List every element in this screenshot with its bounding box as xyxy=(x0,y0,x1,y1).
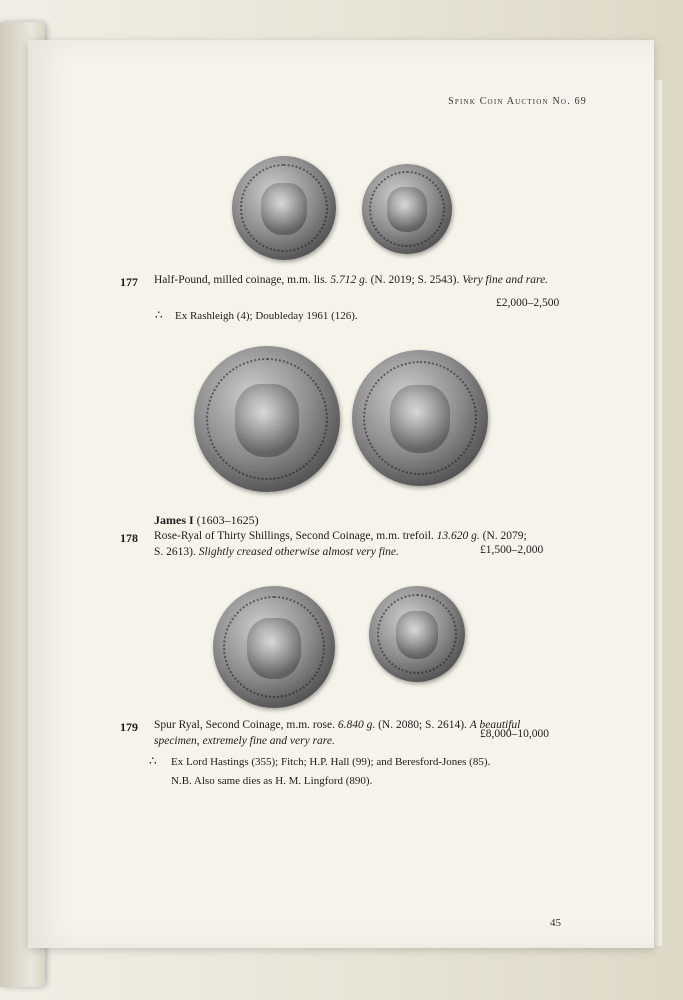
lot-179-note: N.B. Also same dies as H. M. Lingford (890). xyxy=(171,775,373,787)
coin-177-obverse xyxy=(232,156,336,260)
lot-179-provenance: Ex Lord Hastings (355); Fitch; H.P. Hall (99); and Beresford-Jones (85). xyxy=(171,756,491,768)
lot-177-refs: (N. 2019; S. 2543). xyxy=(370,274,460,286)
lot-number-178: 178 xyxy=(120,531,138,545)
lot-179-estimate: £8,000–10,000 xyxy=(480,728,549,740)
lot-178-refs: (N. 2079; xyxy=(482,530,527,542)
lot-177-weight: 5.712 g. xyxy=(330,274,368,286)
lot-177-estimate: £2,000–2,500 xyxy=(496,297,560,309)
coin-179-reverse xyxy=(369,586,465,682)
provenance-symbol-177: ∴ xyxy=(155,308,163,322)
section-heading xyxy=(154,513,259,528)
catalogue-page xyxy=(28,40,654,948)
lot-178-refs-2: S. 2613). xyxy=(154,546,196,558)
lot-178-grade: Slightly creased otherwise almost very fine. xyxy=(198,546,399,558)
lot-178-weight: 13.620 g. xyxy=(436,530,480,542)
lot-number-177: 177 xyxy=(120,275,138,289)
provenance-symbol-179: ∴ xyxy=(149,754,157,768)
lot-179-grade-1: A beautiful xyxy=(469,719,521,731)
lot-179-refs: (N. 2080; S. 2614). xyxy=(378,719,467,731)
lot-177-provenance: Ex Rashleigh (4); Doubleday 1961 (126). xyxy=(175,310,358,322)
coin-178-reverse xyxy=(352,350,488,486)
page-number: 45 xyxy=(550,917,561,929)
lot-179-weight: 6.840 g. xyxy=(337,719,376,731)
lot-177-grade: Very fine and rare. xyxy=(462,274,549,286)
coin-178-obverse xyxy=(194,346,340,492)
running-header: Spink Coin Auction No. 69 xyxy=(448,96,587,107)
section-ruler: James I xyxy=(154,513,194,527)
lot-178-title: Rose-Ryal of Thirty Shillings, Second Coinage, m.m. trefoil. xyxy=(154,530,434,542)
coin-179-obverse xyxy=(213,586,335,708)
coin-177-reverse xyxy=(362,164,452,254)
lot-179-grade-2: specimen, extremely fine and very rare. xyxy=(154,735,335,747)
lot-178-estimate: £1,500–2,000 xyxy=(480,544,544,556)
lot-177-description xyxy=(154,272,549,288)
lot-177-title: Half-Pound, milled coinage, m.m. lis. xyxy=(154,274,328,286)
lot-number-179: 179 xyxy=(120,720,138,734)
section-dates: (1603–1625) xyxy=(196,513,259,527)
lot-179-title: Spur Ryal, Second Coinage, m.m. rose. xyxy=(154,719,335,731)
